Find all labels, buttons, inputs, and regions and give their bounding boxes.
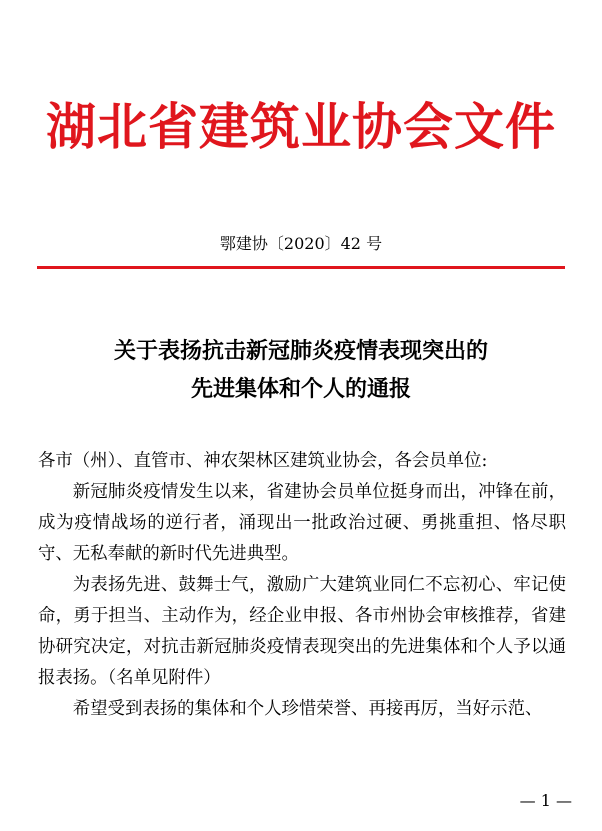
page-number: — 1 — (519, 791, 572, 810)
document-title-line-1: 关于表扬抗击新冠肺炎疫情表现突出的 (113, 338, 488, 364)
document-number: 鄂建协〔2020〕42 号 (219, 234, 383, 253)
body-paragraph-2: 为表扬先进、鼓舞士气，激励广大建筑业同仁不忘初心、牢记使命，勇于担当、主动作为，经企业申报、各市州协会审核推荐，省建协研究决定，对抗击新冠肺炎疫情表现突出的先进集体和个人予以通报表扬。（名单见附件） (38, 575, 566, 688)
issuer-title: 湖北省建筑业协会文件 (46, 98, 556, 156)
salutation: 各市（州）、直管市、神农架林区建筑业协会，各会员单位: (38, 451, 488, 471)
body-paragraph-3: 希望受到表扬的集体和个人珍惜荣誉、再接再厉，当好示范、 (72, 699, 543, 719)
document-body (38, 446, 566, 725)
red-divider-line (37, 266, 565, 269)
document-title (0, 332, 602, 408)
body-paragraph-1: 新冠肺炎疫情发生以来，省建协会员单位挺身而出，冲锋在前，成为疫情战场的逆行者，涌现出一批政治过硬、勇挑重担、恪尽职守、无私奉献的新时代先进典型。 (38, 482, 566, 564)
document-title-line-2: 先进集体和个人的通报 (190, 376, 411, 402)
